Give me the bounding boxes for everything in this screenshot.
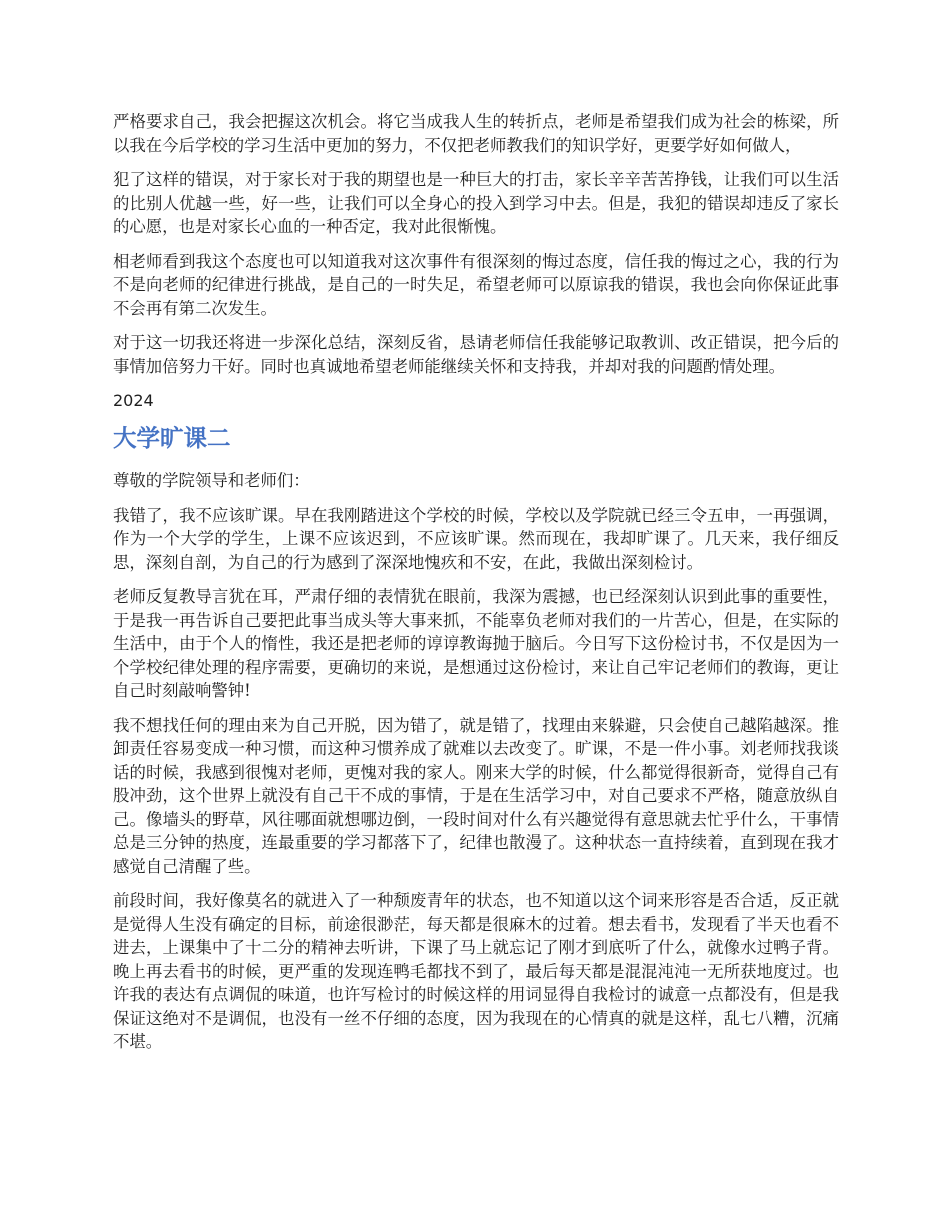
year-label: 2024 <box>113 391 154 410</box>
paragraph: 前段时间，我好像莫名的就进入了一种颓废青年的状态，也不知道以这个词来形容是否合适，反正就是觉得人生没有确定的目标，前途很渺茫，每天都是很麻木的过着。想去看书，发现看了半天也看不进去，上课集中了十二分的精神去听讲，下课了马上就忘记了刚才到底听了什么，就像水过鸭子背。晚上再去看书的时候，更严重的发现连鸭毛都找不到了，最后每天都是混混沌沌一无所获地度过。也许我的表达有点调侃的味道，也许写检讨的时候这样的用词显得自我检讨的诚意一点都没有，但是我保证这绝对不是调侃，也没有一丝不仔细的态度，因为我现在的心情真的就是这样，乱七八糟，沉痛不堪。 <box>113 891 839 1051</box>
paragraph: 相老师看到我这个态度也可以知道我对这次事件有很深刻的悔过态度，信任我的悔过之心，我的行为不是向老师的纪律进行挑战，是自己的一时失足，希望老师可以原谅我的错误，我也会向你保证此事不会再有第二次发生。 <box>113 251 839 318</box>
section-heading: 大学旷课二 <box>113 424 231 452</box>
document-page <box>113 110 839 1065</box>
paragraph: 对于这一切我还将进一步深化总结，深刻反省，恳请老师信任我能够记取教训、改正错误，把今后的事情加倍努力干好。同时也真诚地希望老师能继续关怀和支持我，并却对我的问题酌情处理。 <box>113 333 839 376</box>
paragraph: 老师反复教导言犹在耳，严肃仔细的表情犹在眼前，我深为震撼，也已经深刻认识到此事的重要性，于是我一再告诉自己要把此事当成头等大事来抓，不能辜负老师对我们的一片苦心，但是，在实际的生活中，由于个人的惰性，我还是把老师的谆谆教诲抛于脑后。今日写下这份检讨书，不仅是因为一个学校纪律处理的程序需要，更确切的来说，是想通过这份检讨，来让自己牢记老师们的教诲，更让自己时刻敲响警钟! <box>113 587 839 700</box>
paragraph: 犯了这样的错误，对于家长对于我的期望也是一种巨大的打击，家长辛辛苦苦挣钱，让我们可以生活的比别人优越一些，好一些，让我们可以全身心的投入到学习中去。但是，我犯的错误却违反了家长的心愿，也是对家长心血的一种否定，我对此很惭愧。 <box>113 170 839 236</box>
salutation: 尊敬的学院领导和老师们： <box>113 471 310 490</box>
paragraph: 我不想找任何的理由来为自己开脱，因为错了，就是错了，找理由来躲避，只会使自己越陷越深。推卸责任容易变成一种习惯，而这种习惯养成了就难以去改变了。旷课，不是一件小事。刘老师找我谈话的时候，我感到很愧对老师，更愧对我的家人。刚来大学的时候，什么都觉得很新奇，觉得自己有股冲劲，这个世界上就没有自己干不成的事情，于是在生活学习中，对自己要求不严格，随意放纵自己。像墙头的野草，风往哪面就想哪边倒，一段时间对什么有兴趣觉得有意思就去忙乎什么，干事情总是三分钟的热度，连最重要的学习都落下了，纪律也散漫了。这种状态一直持续着，直到现在我才感觉自己清醒了些。 <box>113 715 839 876</box>
paragraph: 严格要求自己，我会把握这次机会。将它当成我人生的转折点，老师是希望我们成为社会的栋梁，所以我在今后学校的学习生活中更加的努力，不仅把老师教我们的知识学好，更要学好如何做人， <box>113 112 839 155</box>
paragraph: 我错了，我不应该旷课。早在我刚踏进这个学校的时候，学校以及学院就已经三令五申，一再强调，作为一个大学的学生，上课不应该迟到，不应该旷课。然而现在，我却旷课了。几天来，我仔细反思，深刻自剖，为自己的行为感到了深深地愧疚和不安，在此，我做出深刻检讨。 <box>113 505 839 572</box>
